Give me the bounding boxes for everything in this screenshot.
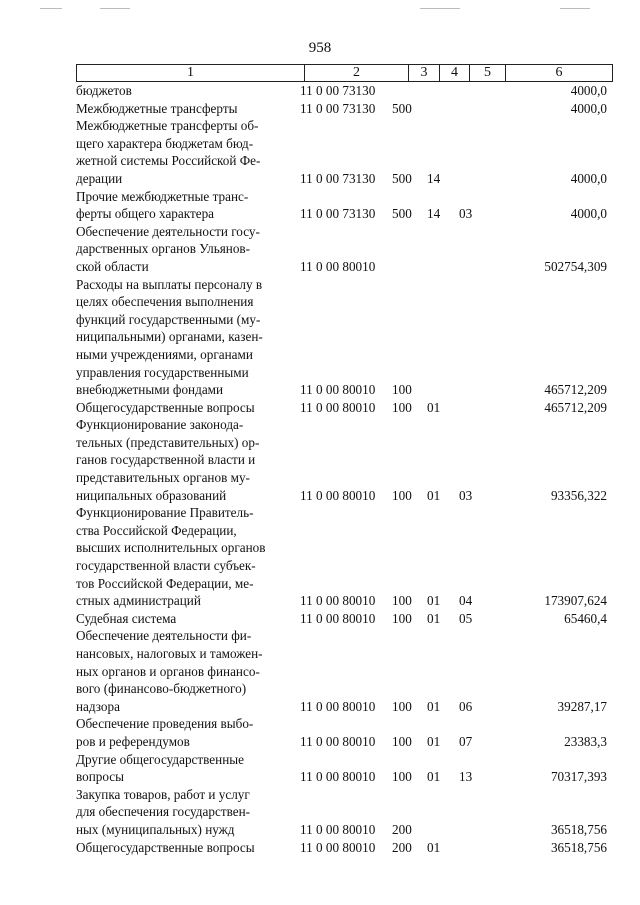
table-row	[76, 839, 613, 857]
row-name-line: для обеспечения государствен-	[76, 804, 251, 820]
row-name-line: ферты общего характера	[76, 206, 215, 222]
scan-artifact	[40, 8, 62, 9]
table-row	[76, 416, 613, 504]
row-name-line: Расходы на выплаты персоналу в	[76, 276, 263, 292]
row-code: 11 0 00 80010	[300, 769, 376, 785]
row-code: 11 0 00 73130	[300, 100, 376, 116]
row-name-line: бюджетов	[76, 83, 132, 98]
table-row	[76, 276, 613, 399]
page-number: 958	[308, 40, 332, 56]
table-row	[76, 188, 613, 223]
row-name	[76, 223, 286, 276]
row-name-line: представительных органов му-	[76, 470, 250, 486]
row-sum: 465712,209	[544, 399, 607, 415]
row-name-line: Другие общегосударственные	[76, 751, 244, 767]
row-name-line: ниципальных образований	[76, 487, 227, 503]
table-row	[76, 399, 613, 417]
row-name-line: Функционирование законода-	[76, 417, 244, 433]
row-name	[76, 504, 286, 610]
row-name-line: государственной власти субъек-	[76, 558, 256, 574]
row-code: 11 0 00 80010	[300, 698, 376, 714]
row-code: 11 0 00 80010	[300, 733, 376, 749]
row-name	[76, 399, 286, 417]
row-pr: 06	[459, 698, 473, 714]
row-name-line: Функционирование Правитель-	[76, 505, 254, 521]
row-name	[76, 786, 286, 839]
row-name-line: Закупка товаров, работ и услуг	[76, 786, 250, 802]
row-code: 11 0 00 80010	[300, 258, 376, 274]
row-name	[76, 117, 286, 187]
row-name-line: Межбюджетные трансферты	[76, 100, 238, 116]
row-name-line: ства Российской Федерации,	[76, 522, 237, 538]
row-pr: 04	[459, 593, 473, 609]
row-rz: 01	[427, 769, 441, 785]
row-rz: 01	[427, 610, 441, 626]
row-code: 11 0 00 80010	[300, 399, 376, 415]
row-name	[76, 751, 286, 786]
row-code: 11 0 00 80010	[300, 839, 376, 855]
row-name-line: ниципальными) органами, казен-	[76, 329, 263, 345]
column-header-6: 6	[506, 65, 613, 82]
table-row	[76, 100, 613, 118]
row-name-line: дарственных органов Ульянов-	[76, 241, 251, 257]
row-name-line: Общегосударственные вопросы	[76, 839, 255, 855]
row-name-line: ров и референдумов	[76, 733, 190, 749]
row-name	[76, 188, 286, 223]
table-row	[76, 751, 613, 786]
row-vr: 100	[392, 610, 412, 626]
row-sum: 23383,3	[564, 733, 607, 749]
row-sum: 4000,0	[570, 170, 607, 186]
row-name-line: жетной системы Российской Фе-	[76, 153, 261, 169]
row-name	[76, 416, 286, 504]
row-name-line: щего характера бюджетам бюд-	[76, 135, 254, 151]
row-name	[76, 100, 286, 118]
row-rz: 14	[427, 206, 441, 222]
row-name-line: ской области	[76, 258, 149, 274]
row-name	[76, 610, 286, 628]
scan-artifact	[560, 8, 590, 9]
table-row	[76, 715, 613, 750]
table-row	[76, 627, 613, 715]
row-name-line: высших исполнительных органов	[76, 540, 266, 556]
row-sum: 39287,17	[557, 698, 607, 714]
row-code: 11 0 00 80010	[300, 821, 376, 837]
row-sum: 502754,309	[544, 258, 607, 274]
row-name-line: ных органов и органов финансо-	[76, 663, 260, 679]
row-vr: 500	[392, 100, 412, 116]
row-code: 11 0 00 80010	[300, 593, 376, 609]
row-name	[76, 82, 286, 100]
row-name-line: тельных (представительных) ор-	[76, 434, 260, 450]
column-header-2: 2	[305, 65, 409, 82]
row-name-line: внебюджетными фондами	[76, 382, 224, 398]
row-name-line: Общегосударственные вопросы	[76, 399, 255, 415]
row-sum: 173907,624	[544, 593, 607, 609]
row-name-line: ганов государственной власти и	[76, 452, 256, 468]
row-name-line: управления государственными	[76, 364, 249, 380]
table-row	[76, 223, 613, 276]
row-sum: 70317,393	[550, 769, 607, 785]
scan-artifact	[100, 8, 130, 9]
row-sum: 36518,756	[550, 821, 607, 837]
row-name-line: Межбюджетные трансферты об-	[76, 118, 259, 134]
table-row	[76, 504, 613, 610]
row-code: 11 0 00 73130	[300, 83, 376, 98]
row-name-line: вопросы	[76, 769, 125, 785]
row-vr: 500	[392, 170, 412, 186]
row-name-line: вого (финансово-бюджетного)	[76, 681, 247, 697]
row-name	[76, 839, 286, 857]
row-vr: 200	[392, 821, 412, 837]
budget-table-body	[76, 82, 613, 856]
row-pr: 05	[459, 610, 473, 626]
row-code: 11 0 00 73130	[300, 206, 376, 222]
row-name-line: Прочие межбюджетные транс-	[76, 188, 249, 204]
row-code: 11 0 00 80010	[300, 610, 376, 626]
row-name	[76, 715, 286, 750]
table-row	[76, 82, 613, 100]
row-name-line: целях обеспечения выполнения	[76, 294, 254, 310]
row-rz: 01	[427, 698, 441, 714]
row-sum: 93356,322	[550, 487, 607, 503]
row-name	[76, 276, 286, 399]
row-sum: 465712,209	[544, 382, 607, 398]
row-vr: 500	[392, 206, 412, 222]
row-pr: 07	[459, 733, 473, 749]
row-name-line: Обеспечение проведения выбо-	[76, 716, 254, 732]
row-pr: 03	[459, 487, 473, 503]
row-name-line: Судебная система	[76, 610, 177, 626]
row-pr: 03	[459, 206, 473, 222]
column-header-5: 5	[470, 65, 506, 82]
row-vr: 100	[392, 593, 412, 609]
row-vr: 100	[392, 733, 412, 749]
row-rz: 01	[427, 487, 441, 503]
row-name-line: дерации	[76, 170, 123, 186]
table-row	[76, 786, 613, 839]
row-rz: 01	[427, 839, 441, 855]
row-vr: 200	[392, 839, 412, 855]
row-sum: 4000,0	[570, 100, 607, 116]
row-rz: 14	[427, 170, 441, 186]
row-name-line: Обеспечение деятельности госу-	[76, 223, 260, 239]
row-code: 11 0 00 80010	[300, 382, 376, 398]
column-header-4: 4	[440, 65, 470, 82]
row-name	[76, 627, 286, 715]
row-vr: 100	[392, 698, 412, 714]
row-name-line: Обеспечение деятельности фи-	[76, 628, 252, 644]
row-name-line: стных администраций	[76, 593, 201, 609]
row-name-line: нансовых, налоговых и таможен-	[76, 646, 263, 661]
row-rz: 01	[427, 399, 441, 415]
row-vr: 100	[392, 487, 412, 503]
row-rz: 01	[427, 593, 441, 609]
row-name-line: ных (муниципальных) нужд	[76, 821, 235, 837]
row-name-line: тов Российской Федерации, ме-	[76, 575, 254, 591]
table-row	[76, 117, 613, 187]
row-vr: 100	[392, 382, 412, 398]
row-name-line: функций государственными (му-	[76, 311, 261, 327]
row-sum: 36518,756	[550, 839, 607, 855]
row-pr: 13	[459, 769, 473, 785]
row-name-line: ными учреждениями, органами	[76, 346, 253, 362]
row-vr: 100	[392, 399, 412, 415]
row-vr: 100	[392, 769, 412, 785]
row-rz: 01	[427, 733, 441, 749]
column-header-row	[76, 64, 613, 82]
row-sum: 4000,0	[570, 206, 607, 222]
table-row	[76, 610, 613, 628]
row-sum: 4000,0	[570, 83, 607, 98]
row-code: 11 0 00 80010	[300, 487, 376, 503]
column-header-3: 3	[409, 65, 440, 82]
column-header-1: 1	[77, 65, 305, 82]
row-code: 11 0 00 73130	[300, 170, 376, 186]
scan-artifact	[420, 8, 460, 9]
row-sum: 65460,4	[564, 610, 607, 626]
row-name-line: надзора	[76, 698, 120, 714]
